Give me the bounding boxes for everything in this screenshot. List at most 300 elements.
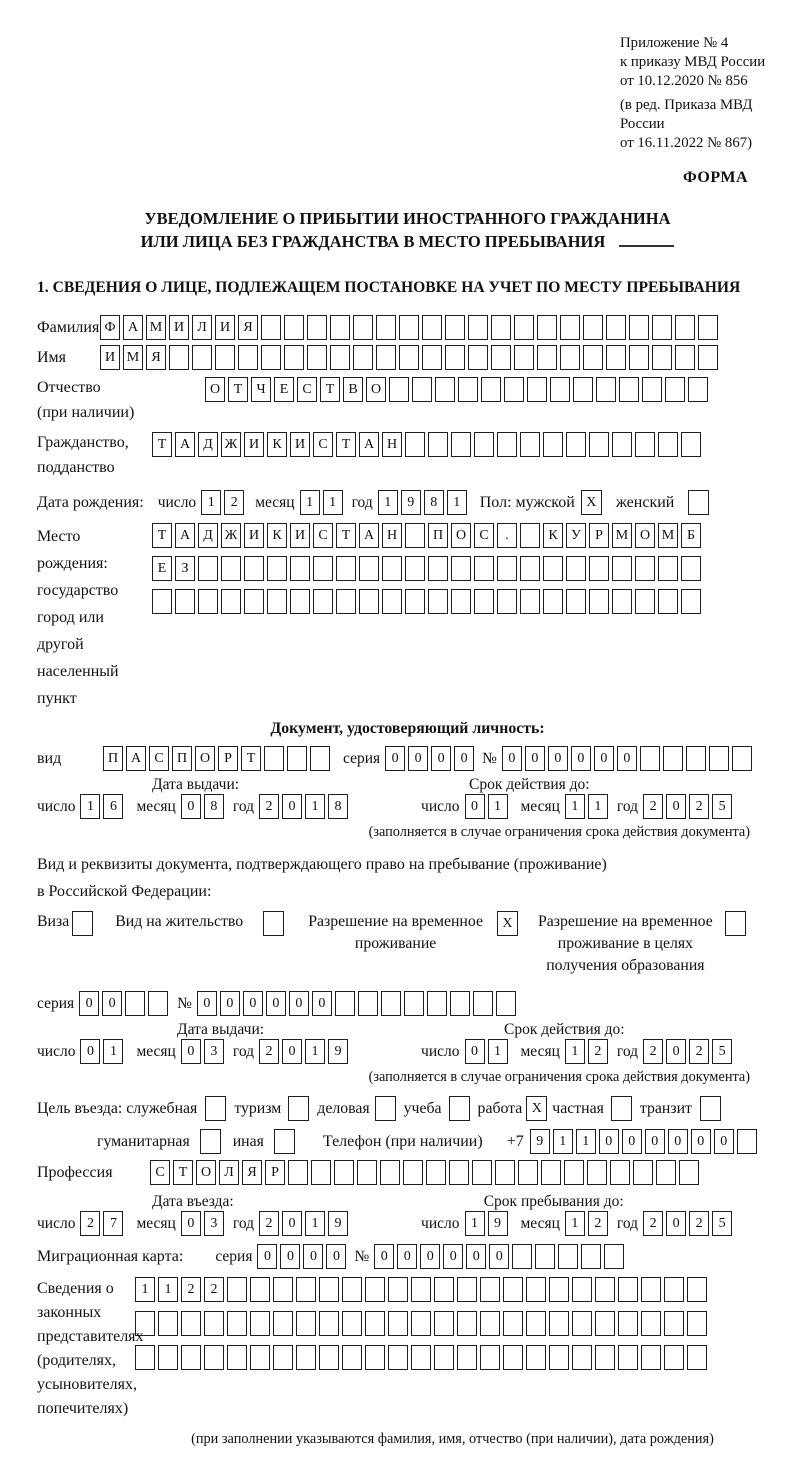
- char-cell[interactable]: И: [244, 523, 264, 548]
- char-cell[interactable]: [335, 991, 355, 1016]
- char-cell[interactable]: 9: [488, 1211, 508, 1236]
- char-cell[interactable]: 0: [465, 1039, 485, 1064]
- char-cell[interactable]: [496, 991, 516, 1016]
- char-cell[interactable]: [365, 1311, 385, 1336]
- char-cell[interactable]: [572, 1311, 592, 1336]
- char-cell[interactable]: 2: [689, 1211, 709, 1236]
- char-cell[interactable]: [566, 432, 586, 457]
- char-cell[interactable]: [537, 345, 557, 370]
- char-cell[interactable]: [450, 991, 470, 1016]
- char-cell[interactable]: [566, 589, 586, 614]
- char-cell[interactable]: [520, 432, 540, 457]
- char-cell[interactable]: [198, 589, 218, 614]
- char-cell[interactable]: [503, 1277, 523, 1302]
- char-cell[interactable]: О: [195, 746, 215, 771]
- char-cell[interactable]: С: [150, 1160, 170, 1185]
- char-cell[interactable]: [635, 556, 655, 581]
- char-cell[interactable]: [267, 589, 287, 614]
- char-cell[interactable]: [287, 746, 307, 771]
- char-cell[interactable]: [376, 345, 396, 370]
- char-cell[interactable]: [288, 1096, 309, 1121]
- char-cell[interactable]: [311, 1160, 331, 1185]
- char-cell[interactable]: [512, 1244, 532, 1269]
- char-cell[interactable]: Т: [241, 746, 261, 771]
- char-cell[interactable]: [520, 589, 540, 614]
- char-cell[interactable]: [428, 556, 448, 581]
- char-cell[interactable]: Л: [219, 1160, 239, 1185]
- char-cell[interactable]: [560, 315, 580, 340]
- char-cell[interactable]: [572, 1277, 592, 1302]
- char-cell[interactable]: [290, 556, 310, 581]
- char-cell[interactable]: Ф: [100, 315, 120, 340]
- char-cell[interactable]: [642, 377, 662, 402]
- char-cell[interactable]: [381, 991, 401, 1016]
- char-cell[interactable]: 1: [103, 1039, 123, 1064]
- char-cell[interactable]: 0: [397, 1244, 417, 1269]
- char-cell[interactable]: 1: [305, 1039, 325, 1064]
- char-cell[interactable]: [192, 345, 212, 370]
- char-cell[interactable]: [596, 377, 616, 402]
- char-cell[interactable]: [307, 345, 327, 370]
- char-cell[interactable]: [227, 1345, 247, 1370]
- char-cell[interactable]: 2: [259, 1039, 279, 1064]
- char-cell[interactable]: [681, 432, 701, 457]
- char-cell[interactable]: [550, 377, 570, 402]
- char-cell[interactable]: 1: [305, 1211, 325, 1236]
- char-cell[interactable]: [200, 1129, 221, 1154]
- char-cell[interactable]: [319, 1311, 339, 1336]
- char-cell[interactable]: [380, 1160, 400, 1185]
- char-cell[interactable]: 1: [588, 794, 608, 819]
- char-cell[interactable]: [480, 1311, 500, 1336]
- char-cell[interactable]: [589, 589, 609, 614]
- char-cell[interactable]: 2: [643, 1211, 663, 1236]
- char-cell[interactable]: [675, 345, 695, 370]
- char-cell[interactable]: [549, 1277, 569, 1302]
- char-cell[interactable]: 0: [181, 1039, 201, 1064]
- char-cell[interactable]: 0: [666, 1039, 686, 1064]
- char-cell[interactable]: 1: [300, 490, 320, 515]
- char-cell[interactable]: [449, 1160, 469, 1185]
- char-cell[interactable]: 0: [645, 1129, 665, 1154]
- char-cell[interactable]: 2: [588, 1211, 608, 1236]
- char-cell[interactable]: С: [297, 377, 317, 402]
- char-cell[interactable]: [359, 556, 379, 581]
- char-cell[interactable]: [612, 432, 632, 457]
- char-cell[interactable]: [296, 1277, 316, 1302]
- char-cell[interactable]: 1: [158, 1277, 178, 1302]
- char-cell[interactable]: [313, 556, 333, 581]
- char-cell[interactable]: Т: [152, 523, 172, 548]
- char-cell[interactable]: [595, 1277, 615, 1302]
- char-cell[interactable]: 0: [374, 1244, 394, 1269]
- char-cell[interactable]: 0: [385, 746, 405, 771]
- char-cell[interactable]: [181, 1311, 201, 1336]
- char-cell[interactable]: [474, 432, 494, 457]
- char-cell[interactable]: А: [175, 432, 195, 457]
- char-cell[interactable]: [583, 345, 603, 370]
- char-cell[interactable]: [250, 1277, 270, 1302]
- char-cell[interactable]: Т: [228, 377, 248, 402]
- char-cell[interactable]: А: [123, 315, 143, 340]
- char-cell[interactable]: Е: [152, 556, 172, 581]
- char-cell[interactable]: 0: [282, 1211, 302, 1236]
- char-cell[interactable]: [428, 432, 448, 457]
- char-cell[interactable]: 0: [257, 1244, 277, 1269]
- char-cell[interactable]: И: [100, 345, 120, 370]
- char-cell[interactable]: [399, 345, 419, 370]
- char-cell[interactable]: 1: [135, 1277, 155, 1302]
- char-cell[interactable]: Т: [336, 523, 356, 548]
- char-cell[interactable]: [514, 315, 534, 340]
- char-cell[interactable]: [290, 589, 310, 614]
- char-cell[interactable]: [422, 315, 442, 340]
- char-cell[interactable]: [267, 556, 287, 581]
- char-cell[interactable]: [686, 746, 706, 771]
- char-cell[interactable]: [732, 746, 752, 771]
- char-cell[interactable]: .: [497, 523, 517, 548]
- char-cell[interactable]: [422, 345, 442, 370]
- char-cell[interactable]: 0: [181, 1211, 201, 1236]
- char-cell[interactable]: 2: [689, 1039, 709, 1064]
- char-cell[interactable]: [633, 1160, 653, 1185]
- char-cell[interactable]: 5: [712, 1039, 732, 1064]
- char-cell[interactable]: X: [497, 911, 518, 936]
- char-cell[interactable]: Е: [274, 377, 294, 402]
- char-cell[interactable]: [434, 1311, 454, 1336]
- char-cell[interactable]: [434, 1345, 454, 1370]
- char-cell[interactable]: [725, 911, 746, 936]
- char-cell[interactable]: [472, 1160, 492, 1185]
- char-cell[interactable]: [405, 589, 425, 614]
- char-cell[interactable]: [527, 377, 547, 402]
- char-cell[interactable]: [388, 1277, 408, 1302]
- char-cell[interactable]: [445, 345, 465, 370]
- char-cell[interactable]: [589, 556, 609, 581]
- char-cell[interactable]: [330, 345, 350, 370]
- char-cell[interactable]: [353, 345, 373, 370]
- char-cell[interactable]: 0: [181, 794, 201, 819]
- char-cell[interactable]: 0: [303, 1244, 323, 1269]
- char-cell[interactable]: 0: [599, 1129, 619, 1154]
- char-cell[interactable]: [652, 315, 672, 340]
- char-cell[interactable]: Д: [198, 432, 218, 457]
- char-cell[interactable]: Д: [198, 523, 218, 548]
- char-cell[interactable]: [135, 1345, 155, 1370]
- char-cell[interactable]: 0: [282, 794, 302, 819]
- char-cell[interactable]: [652, 345, 672, 370]
- char-cell[interactable]: [359, 589, 379, 614]
- char-cell[interactable]: Т: [173, 1160, 193, 1185]
- char-cell[interactable]: 0: [420, 1244, 440, 1269]
- char-cell[interactable]: [310, 746, 330, 771]
- char-cell[interactable]: [250, 1345, 270, 1370]
- char-cell[interactable]: 5: [712, 794, 732, 819]
- char-cell[interactable]: [497, 432, 517, 457]
- char-cell[interactable]: [296, 1311, 316, 1336]
- char-cell[interactable]: [273, 1345, 293, 1370]
- char-cell[interactable]: 9: [530, 1129, 550, 1154]
- char-cell[interactable]: [365, 1277, 385, 1302]
- char-cell[interactable]: [405, 556, 425, 581]
- char-cell[interactable]: [526, 1277, 546, 1302]
- char-cell[interactable]: 2: [259, 1211, 279, 1236]
- char-cell[interactable]: 9: [328, 1211, 348, 1236]
- char-cell[interactable]: [635, 432, 655, 457]
- char-cell[interactable]: [342, 1345, 362, 1370]
- char-cell[interactable]: [640, 746, 660, 771]
- char-cell[interactable]: В: [343, 377, 363, 402]
- char-cell[interactable]: 0: [79, 991, 99, 1016]
- char-cell[interactable]: [663, 746, 683, 771]
- char-cell[interactable]: 6: [103, 794, 123, 819]
- char-cell[interactable]: [204, 1311, 224, 1336]
- char-cell[interactable]: [428, 589, 448, 614]
- char-cell[interactable]: [595, 1345, 615, 1370]
- char-cell[interactable]: 0: [266, 991, 286, 1016]
- char-cell[interactable]: [611, 1096, 632, 1121]
- char-cell[interactable]: [583, 315, 603, 340]
- char-cell[interactable]: [313, 589, 333, 614]
- char-cell[interactable]: [581, 1244, 601, 1269]
- char-cell[interactable]: О: [196, 1160, 216, 1185]
- char-cell[interactable]: Ч: [251, 377, 271, 402]
- char-cell[interactable]: Т: [336, 432, 356, 457]
- char-cell[interactable]: [687, 1345, 707, 1370]
- char-cell[interactable]: [227, 1311, 247, 1336]
- char-cell[interactable]: [606, 345, 626, 370]
- char-cell[interactable]: X: [581, 490, 602, 515]
- char-cell[interactable]: [457, 1277, 477, 1302]
- char-cell[interactable]: [198, 556, 218, 581]
- char-cell[interactable]: [336, 589, 356, 614]
- char-cell[interactable]: К: [267, 432, 287, 457]
- char-cell[interactable]: 1: [576, 1129, 596, 1154]
- char-cell[interactable]: 9: [328, 1039, 348, 1064]
- char-cell[interactable]: 1: [378, 490, 398, 515]
- char-cell[interactable]: 2: [80, 1211, 100, 1236]
- char-cell[interactable]: [451, 432, 471, 457]
- char-cell[interactable]: [284, 315, 304, 340]
- char-cell[interactable]: [474, 556, 494, 581]
- char-cell[interactable]: [495, 1160, 515, 1185]
- char-cell[interactable]: [543, 589, 563, 614]
- char-cell[interactable]: С: [149, 746, 169, 771]
- char-cell[interactable]: 7: [103, 1211, 123, 1236]
- char-cell[interactable]: Я: [146, 345, 166, 370]
- char-cell[interactable]: А: [126, 746, 146, 771]
- char-cell[interactable]: 8: [328, 794, 348, 819]
- char-cell[interactable]: [244, 556, 264, 581]
- char-cell[interactable]: [658, 432, 678, 457]
- char-cell[interactable]: 2: [643, 1039, 663, 1064]
- char-cell[interactable]: [641, 1277, 661, 1302]
- char-cell[interactable]: [342, 1311, 362, 1336]
- char-cell[interactable]: [514, 345, 534, 370]
- char-cell[interactable]: [679, 1160, 699, 1185]
- char-cell[interactable]: [491, 345, 511, 370]
- char-cell[interactable]: [480, 1345, 500, 1370]
- char-cell[interactable]: [572, 1345, 592, 1370]
- char-cell[interactable]: [535, 1244, 555, 1269]
- char-cell[interactable]: [665, 377, 685, 402]
- char-cell[interactable]: [238, 345, 258, 370]
- char-cell[interactable]: [389, 377, 409, 402]
- char-cell[interactable]: [319, 1277, 339, 1302]
- char-cell[interactable]: 1: [565, 1039, 585, 1064]
- char-cell[interactable]: [480, 1277, 500, 1302]
- char-cell[interactable]: [403, 1160, 423, 1185]
- char-cell[interactable]: X: [526, 1096, 547, 1121]
- char-cell[interactable]: 0: [326, 1244, 346, 1269]
- char-cell[interactable]: [382, 589, 402, 614]
- char-cell[interactable]: [681, 556, 701, 581]
- char-cell[interactable]: [612, 556, 632, 581]
- char-cell[interactable]: [135, 1311, 155, 1336]
- char-cell[interactable]: Р: [265, 1160, 285, 1185]
- char-cell[interactable]: 0: [102, 991, 122, 1016]
- char-cell[interactable]: [587, 1160, 607, 1185]
- char-cell[interactable]: [658, 589, 678, 614]
- char-cell[interactable]: Н: [382, 523, 402, 548]
- char-cell[interactable]: О: [366, 377, 386, 402]
- char-cell[interactable]: 0: [466, 1244, 486, 1269]
- char-cell[interactable]: 0: [280, 1244, 300, 1269]
- char-cell[interactable]: Л: [192, 315, 212, 340]
- char-cell[interactable]: О: [635, 523, 655, 548]
- char-cell[interactable]: [158, 1345, 178, 1370]
- char-cell[interactable]: 1: [305, 794, 325, 819]
- char-cell[interactable]: 0: [489, 1244, 509, 1269]
- char-cell[interactable]: [468, 345, 488, 370]
- char-cell[interactable]: 1: [565, 794, 585, 819]
- char-cell[interactable]: Р: [589, 523, 609, 548]
- char-cell[interactable]: 0: [197, 991, 217, 1016]
- char-cell[interactable]: 0: [465, 794, 485, 819]
- char-cell[interactable]: [549, 1311, 569, 1336]
- char-cell[interactable]: [664, 1345, 684, 1370]
- char-cell[interactable]: [426, 1160, 446, 1185]
- char-cell[interactable]: 0: [594, 746, 614, 771]
- char-cell[interactable]: 2: [181, 1277, 201, 1302]
- char-cell[interactable]: [589, 432, 609, 457]
- char-cell[interactable]: [434, 1277, 454, 1302]
- char-cell[interactable]: [564, 1160, 584, 1185]
- char-cell[interactable]: [618, 1277, 638, 1302]
- char-cell[interactable]: [658, 556, 678, 581]
- char-cell[interactable]: [629, 315, 649, 340]
- char-cell[interactable]: [169, 345, 189, 370]
- char-cell[interactable]: М: [146, 315, 166, 340]
- char-cell[interactable]: [537, 315, 557, 340]
- char-cell[interactable]: [288, 1160, 308, 1185]
- char-cell[interactable]: А: [175, 523, 195, 548]
- char-cell[interactable]: [263, 911, 284, 936]
- char-cell[interactable]: [681, 589, 701, 614]
- char-cell[interactable]: [664, 1311, 684, 1336]
- char-cell[interactable]: 1: [565, 1211, 585, 1236]
- char-cell[interactable]: Я: [242, 1160, 262, 1185]
- char-cell[interactable]: 0: [312, 991, 332, 1016]
- char-cell[interactable]: [457, 1345, 477, 1370]
- char-cell[interactable]: К: [543, 523, 563, 548]
- char-cell[interactable]: [497, 556, 517, 581]
- char-cell[interactable]: 0: [571, 746, 591, 771]
- char-cell[interactable]: Ж: [221, 432, 241, 457]
- char-cell[interactable]: 0: [617, 746, 637, 771]
- char-cell[interactable]: Я: [238, 315, 258, 340]
- char-cell[interactable]: А: [359, 432, 379, 457]
- char-cell[interactable]: [473, 991, 493, 1016]
- char-cell[interactable]: [388, 1311, 408, 1336]
- char-cell[interactable]: [612, 589, 632, 614]
- char-cell[interactable]: [445, 315, 465, 340]
- char-cell[interactable]: 3: [204, 1211, 224, 1236]
- char-cell[interactable]: 0: [691, 1129, 711, 1154]
- char-cell[interactable]: [358, 991, 378, 1016]
- char-cell[interactable]: [520, 523, 540, 548]
- char-cell[interactable]: [610, 1160, 630, 1185]
- char-cell[interactable]: 0: [668, 1129, 688, 1154]
- char-cell[interactable]: С: [474, 523, 494, 548]
- char-cell[interactable]: [427, 991, 447, 1016]
- char-cell[interactable]: [284, 345, 304, 370]
- char-cell[interactable]: Б: [681, 523, 701, 548]
- char-cell[interactable]: [549, 1345, 569, 1370]
- char-cell[interactable]: [543, 556, 563, 581]
- char-cell[interactable]: [451, 556, 471, 581]
- char-cell[interactable]: С: [313, 523, 333, 548]
- char-cell[interactable]: [221, 589, 241, 614]
- char-cell[interactable]: [405, 523, 425, 548]
- char-cell[interactable]: З: [175, 556, 195, 581]
- char-cell[interactable]: 2: [643, 794, 663, 819]
- char-cell[interactable]: [449, 1096, 470, 1121]
- char-cell[interactable]: [451, 589, 471, 614]
- char-cell[interactable]: [204, 1345, 224, 1370]
- char-cell[interactable]: [296, 1345, 316, 1370]
- char-cell[interactable]: [641, 1345, 661, 1370]
- char-cell[interactable]: [526, 1345, 546, 1370]
- char-cell[interactable]: [541, 1160, 561, 1185]
- char-cell[interactable]: [273, 1277, 293, 1302]
- char-cell[interactable]: [399, 315, 419, 340]
- char-cell[interactable]: 2: [588, 1039, 608, 1064]
- char-cell[interactable]: [215, 345, 235, 370]
- char-cell[interactable]: [205, 1096, 226, 1121]
- char-cell[interactable]: [342, 1277, 362, 1302]
- char-cell[interactable]: [412, 377, 432, 402]
- char-cell[interactable]: [411, 1345, 431, 1370]
- char-cell[interactable]: [365, 1345, 385, 1370]
- char-cell[interactable]: 1: [323, 490, 343, 515]
- char-cell[interactable]: 0: [622, 1129, 642, 1154]
- char-cell[interactable]: [158, 1311, 178, 1336]
- char-cell[interactable]: [382, 556, 402, 581]
- char-cell[interactable]: [175, 589, 195, 614]
- char-cell[interactable]: [518, 1160, 538, 1185]
- char-cell[interactable]: [688, 490, 709, 515]
- char-cell[interactable]: 0: [220, 991, 240, 1016]
- char-cell[interactable]: [566, 556, 586, 581]
- char-cell[interactable]: [353, 315, 373, 340]
- char-cell[interactable]: [656, 1160, 676, 1185]
- char-cell[interactable]: [227, 1277, 247, 1302]
- char-cell[interactable]: 2: [259, 794, 279, 819]
- char-cell[interactable]: [458, 377, 478, 402]
- char-cell[interactable]: 0: [289, 991, 309, 1016]
- char-cell[interactable]: [698, 345, 718, 370]
